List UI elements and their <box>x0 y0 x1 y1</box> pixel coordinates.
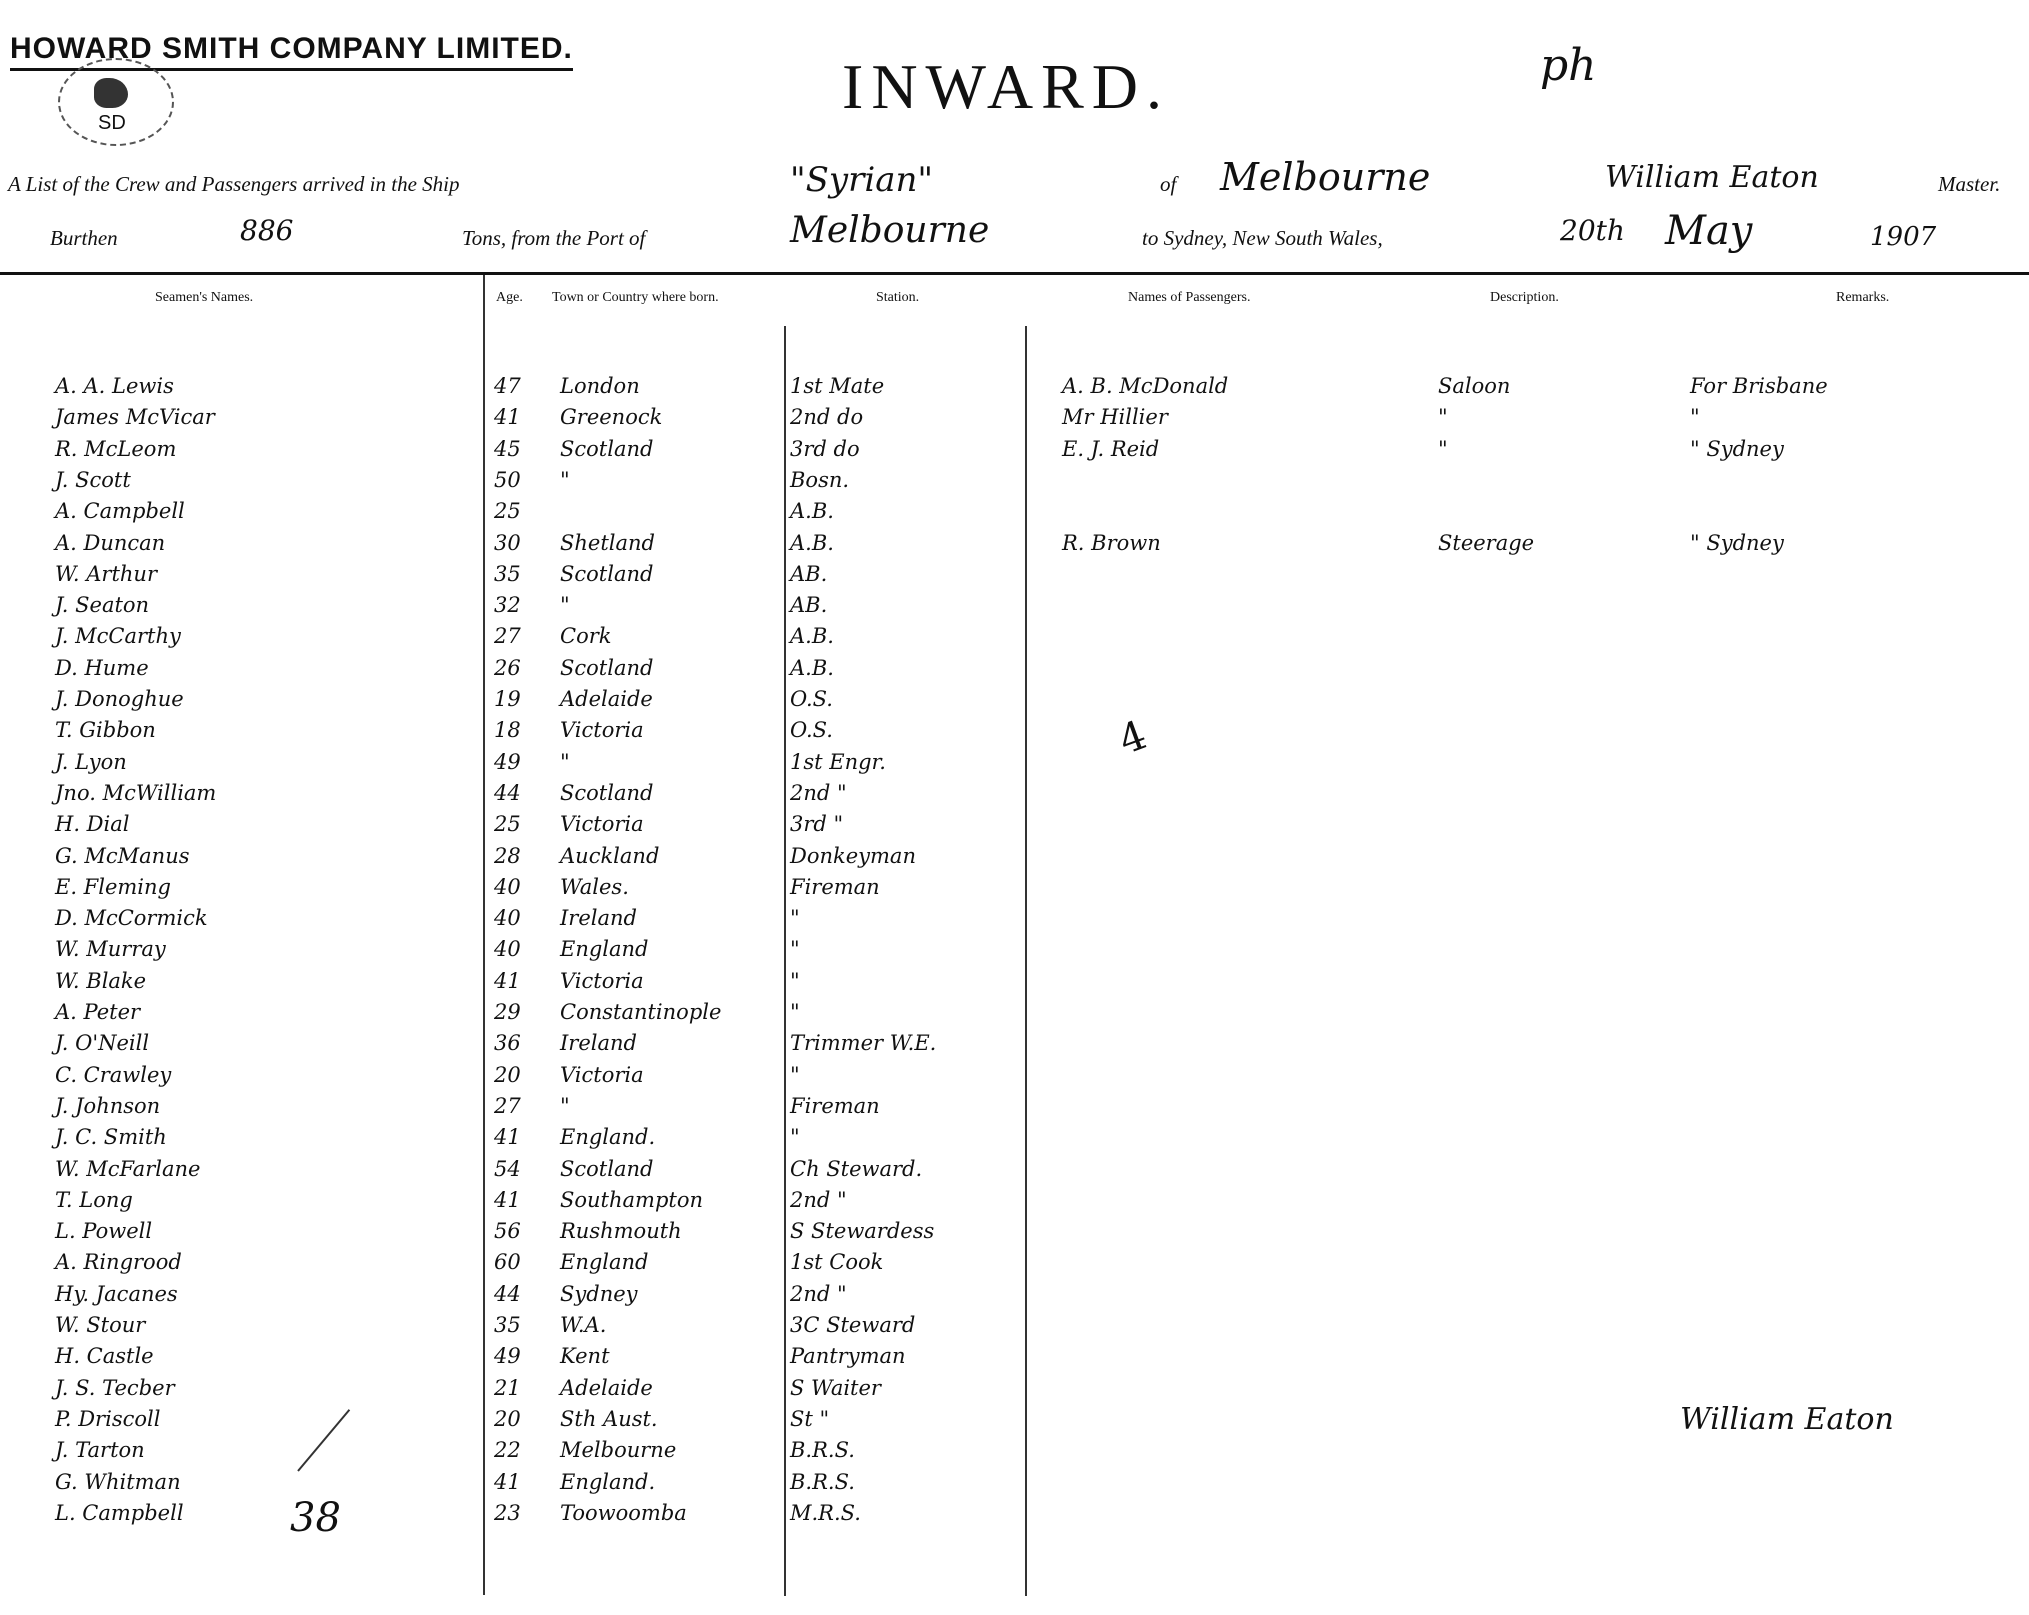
crew-name: Hy. Jacanes <box>55 1282 178 1306</box>
crew-age: 35 <box>494 1313 521 1337</box>
crew-name: J. McCarthy <box>55 624 181 648</box>
ink-stamp <box>58 58 174 146</box>
crew-born: Scotland <box>560 656 654 680</box>
crew-born: Cork <box>560 624 612 648</box>
crew-name: D. Hume <box>55 656 149 680</box>
home-port: Melbourne <box>1220 155 1431 199</box>
crew-age: 18 <box>494 718 521 742</box>
crew-age: 47 <box>494 374 521 398</box>
col-station: Station. <box>876 290 920 305</box>
crew-born: Scotland <box>560 1157 654 1181</box>
crew-name: J. C. Smith <box>55 1125 167 1149</box>
arrival-month: May <box>1665 208 1753 254</box>
crew-station: Fireman <box>790 875 880 899</box>
crew-station: " <box>790 1000 800 1024</box>
crew-name: L. Campbell <box>55 1501 184 1525</box>
crew-age: 27 <box>494 624 521 648</box>
crew-station: AB. <box>790 593 828 617</box>
crew-age: 25 <box>494 812 521 836</box>
crew-born: Sth Aust. <box>560 1407 658 1431</box>
passenger-remarks: " Sydney <box>1690 531 1784 555</box>
crew-born: " <box>560 1094 570 1118</box>
crew-name: W. Blake <box>55 969 147 993</box>
tons-label: Tons, from the Port of <box>462 226 646 250</box>
passenger-name: E. J. Reid <box>1062 437 1160 461</box>
passenger-description: " <box>1438 405 1448 429</box>
of-label: of <box>1160 172 1177 196</box>
crew-name: G. Whitman <box>55 1470 181 1494</box>
master-name: William Eaton <box>1605 160 1819 195</box>
crew-station: A.B. <box>790 531 834 555</box>
crew-station: Trimmer W.E. <box>790 1031 937 1055</box>
crew-age: 44 <box>494 1282 521 1306</box>
arrival-year: 1907 <box>1870 222 1937 252</box>
from-port: Melbourne <box>790 210 990 251</box>
crew-born: Ireland <box>560 1031 637 1055</box>
crew-age: 19 <box>494 687 521 711</box>
burthen-value: 886 <box>240 214 294 247</box>
crew-total: 38 <box>290 1495 341 1541</box>
passenger-name: A. B. McDonald <box>1062 374 1229 398</box>
arrival-day: 20th <box>1560 214 1625 247</box>
crew-name: L. Powell <box>55 1219 153 1243</box>
crew-born: Adelaide <box>560 1376 653 1400</box>
crew-name: P. Driscoll <box>55 1407 161 1431</box>
crew-born: Victoria <box>560 1063 644 1087</box>
crew-age: 41 <box>494 1188 521 1212</box>
crew-name: W. Murray <box>55 937 166 961</box>
ship-name: "Syrian" <box>790 160 934 200</box>
crew-name: A. Peter <box>55 1000 141 1024</box>
crew-station: A.B. <box>790 499 834 523</box>
crew-station: 1st Cook <box>790 1250 884 1274</box>
col-description: Description. <box>1490 290 1559 305</box>
crew-age: 41 <box>494 405 521 429</box>
crew-station: " <box>790 1063 800 1087</box>
crew-age: 41 <box>494 1470 521 1494</box>
crew-station: 1st Engr. <box>790 750 886 774</box>
crew-age: 40 <box>494 937 521 961</box>
crew-station: 1st Mate <box>790 374 885 398</box>
crew-name: Jno. McWilliam <box>55 781 217 805</box>
crew-name: D. McCormick <box>55 906 208 930</box>
crew-name: W. Arthur <box>55 562 157 586</box>
crew-name: J. S. Tecber <box>55 1376 175 1400</box>
crew-name: James McVicar <box>55 405 215 429</box>
passenger-description: Steerage <box>1438 531 1535 555</box>
crew-born: London <box>560 374 640 398</box>
crew-age: 35 <box>494 562 521 586</box>
crew-born: W.A. <box>560 1313 607 1337</box>
column-divider <box>784 326 786 1596</box>
crew-age: 21 <box>494 1376 521 1400</box>
crew-born: " <box>560 593 570 617</box>
crew-name: R. McLeom <box>55 437 177 461</box>
crew-age: 27 <box>494 1094 521 1118</box>
crew-born: Greenock <box>560 405 663 429</box>
crew-age: 54 <box>494 1157 521 1181</box>
crew-name: H. Castle <box>55 1344 154 1368</box>
crew-born: Melbourne <box>560 1438 677 1462</box>
crew-age: 49 <box>494 1344 521 1368</box>
crew-born: Wales. <box>560 875 629 899</box>
crew-born: Scotland <box>560 781 654 805</box>
crew-station: Ch Steward. <box>790 1157 923 1181</box>
crew-station: Fireman <box>790 1094 880 1118</box>
crew-born: England. <box>560 1470 656 1494</box>
crew-age: 56 <box>494 1219 521 1243</box>
crew-age: 30 <box>494 531 521 555</box>
crew-name: W. McFarlane <box>55 1157 201 1181</box>
crew-born: England <box>560 1250 649 1274</box>
crew-name: A. Ringrood <box>55 1250 182 1274</box>
col-age: Age. <box>496 290 523 305</box>
crew-name: A. A. Lewis <box>55 374 174 398</box>
crew-age: 20 <box>494 1063 521 1087</box>
crew-born: Southampton <box>560 1188 704 1212</box>
crew-born: Kent <box>560 1344 610 1368</box>
crew-name: A. Campbell <box>55 499 185 523</box>
burthen-label: Burthen <box>50 226 118 250</box>
crew-born: Shetland <box>560 531 655 555</box>
crew-station: " <box>790 969 800 993</box>
crew-born: England. <box>560 1125 656 1149</box>
crew-age: 40 <box>494 875 521 899</box>
passenger-count-mark: 4 <box>1112 712 1153 764</box>
passenger-remarks: " <box>1690 405 1700 429</box>
crew-age: 40 <box>494 906 521 930</box>
passenger-name: R. Brown <box>1062 531 1161 555</box>
crew-age: 44 <box>494 781 521 805</box>
crew-age: 29 <box>494 1000 521 1024</box>
crew-name: J. O'Neill <box>55 1031 150 1055</box>
crew-station: O.S. <box>790 718 833 742</box>
crew-age: 32 <box>494 593 521 617</box>
crew-station: 2nd " <box>790 1188 847 1212</box>
crew-name: E. Fleming <box>55 875 171 899</box>
crew-born: " <box>560 468 570 492</box>
crew-name: T. Gibbon <box>55 718 156 742</box>
crew-age: 20 <box>494 1407 521 1431</box>
crew-name: J. Scott <box>55 468 131 492</box>
crew-born: Victoria <box>560 718 644 742</box>
col-passengers: Names of Passengers. <box>1128 290 1251 305</box>
col-remarks: Remarks. <box>1836 290 1890 305</box>
crew-age: 23 <box>494 1501 521 1525</box>
crew-station: " <box>790 1125 800 1149</box>
passenger-name: Mr Hillier <box>1062 405 1168 429</box>
crew-station: 2nd " <box>790 1282 847 1306</box>
header-divider <box>0 272 2029 275</box>
crew-born: Victoria <box>560 969 644 993</box>
crew-born: Sydney <box>560 1282 638 1306</box>
passenger-remarks: " Sydney <box>1690 437 1784 461</box>
crew-station: " <box>790 937 800 961</box>
crew-station: 2nd do <box>790 405 864 429</box>
crew-born: Rushmouth <box>560 1219 682 1243</box>
crew-born: " <box>560 750 570 774</box>
handwritten-mark: ph <box>1540 40 1597 91</box>
to-label: to Sydney, New South Wales, <box>1142 226 1383 250</box>
crew-station: Pantryman <box>790 1344 906 1368</box>
crew-age: 49 <box>494 750 521 774</box>
crew-age: 25 <box>494 499 521 523</box>
master-signature: William Eaton <box>1680 1402 1894 1437</box>
crew-station: 3rd do <box>790 437 860 461</box>
crew-station: A.B. <box>790 624 834 648</box>
crew-born: Scotland <box>560 437 654 461</box>
crew-age: 41 <box>494 969 521 993</box>
crew-station: A.B. <box>790 656 834 680</box>
crew-age: 60 <box>494 1250 521 1274</box>
crew-born: Ireland <box>560 906 637 930</box>
crew-name: J. Lyon <box>55 750 127 774</box>
crew-station: Bosn. <box>790 468 850 492</box>
crew-age: 41 <box>494 1125 521 1149</box>
crew-name: C. Crawley <box>55 1063 172 1087</box>
crew-name: T. Long <box>55 1188 133 1212</box>
stamp-mark <box>94 78 128 108</box>
crew-born: England <box>560 937 649 961</box>
crew-age: 22 <box>494 1438 521 1462</box>
crew-station: " <box>790 906 800 930</box>
crew-name: G. McManus <box>55 844 190 868</box>
total-slash <box>297 1409 350 1472</box>
column-divider <box>483 275 485 1595</box>
crew-born: Auckland <box>560 844 660 868</box>
stamp-text: SD <box>98 112 126 134</box>
col-seamen: Seamen's Names. <box>155 290 254 305</box>
crew-age: 45 <box>494 437 521 461</box>
crew-station: M.R.S. <box>790 1501 861 1525</box>
crew-age: 50 <box>494 468 521 492</box>
crew-name: J. Donoghue <box>55 687 184 711</box>
crew-station: 3rd " <box>790 812 844 836</box>
crew-name: J. Tarton <box>55 1438 145 1462</box>
crew-name: H. Dial <box>55 812 130 836</box>
crew-station: S Waiter <box>790 1376 881 1400</box>
crew-name: J. Seaton <box>55 593 150 617</box>
passenger-remarks: For Brisbane <box>1690 374 1828 398</box>
passenger-description: " <box>1438 437 1448 461</box>
crew-born: Adelaide <box>560 687 653 711</box>
crew-station: AB. <box>790 562 828 586</box>
list-prefix: A List of the Crew and Passengers arrived in the Ship <box>8 172 460 196</box>
crew-born: Victoria <box>560 812 644 836</box>
crew-born: Toowoomba <box>560 1501 687 1525</box>
page-title: INWARD. <box>842 51 1170 122</box>
column-divider <box>1025 326 1027 1596</box>
crew-age: 28 <box>494 844 521 868</box>
col-born: Town or Country where born. <box>552 290 719 305</box>
crew-born: Scotland <box>560 562 654 586</box>
crew-station: St " <box>790 1407 830 1431</box>
crew-station: O.S. <box>790 687 833 711</box>
crew-born: Constantinople <box>560 1000 722 1024</box>
company-name: HOWARD SMITH COMPANY LIMITED. <box>10 32 573 71</box>
crew-station: Donkeyman <box>790 844 916 868</box>
crew-age: 26 <box>494 656 521 680</box>
passenger-description: Saloon <box>1438 374 1511 398</box>
crew-age: 36 <box>494 1031 521 1055</box>
crew-name: A. Duncan <box>55 531 166 555</box>
crew-station: S Stewardess <box>790 1219 935 1243</box>
crew-station: B.R.S. <box>790 1470 855 1494</box>
crew-station: 2nd " <box>790 781 847 805</box>
crew-station: B.R.S. <box>790 1438 855 1462</box>
crew-name: W. Stour <box>55 1313 146 1337</box>
crew-station: 3C Steward <box>790 1313 916 1337</box>
master-label: Master. <box>1938 172 2001 196</box>
crew-name: J. Johnson <box>55 1094 161 1118</box>
